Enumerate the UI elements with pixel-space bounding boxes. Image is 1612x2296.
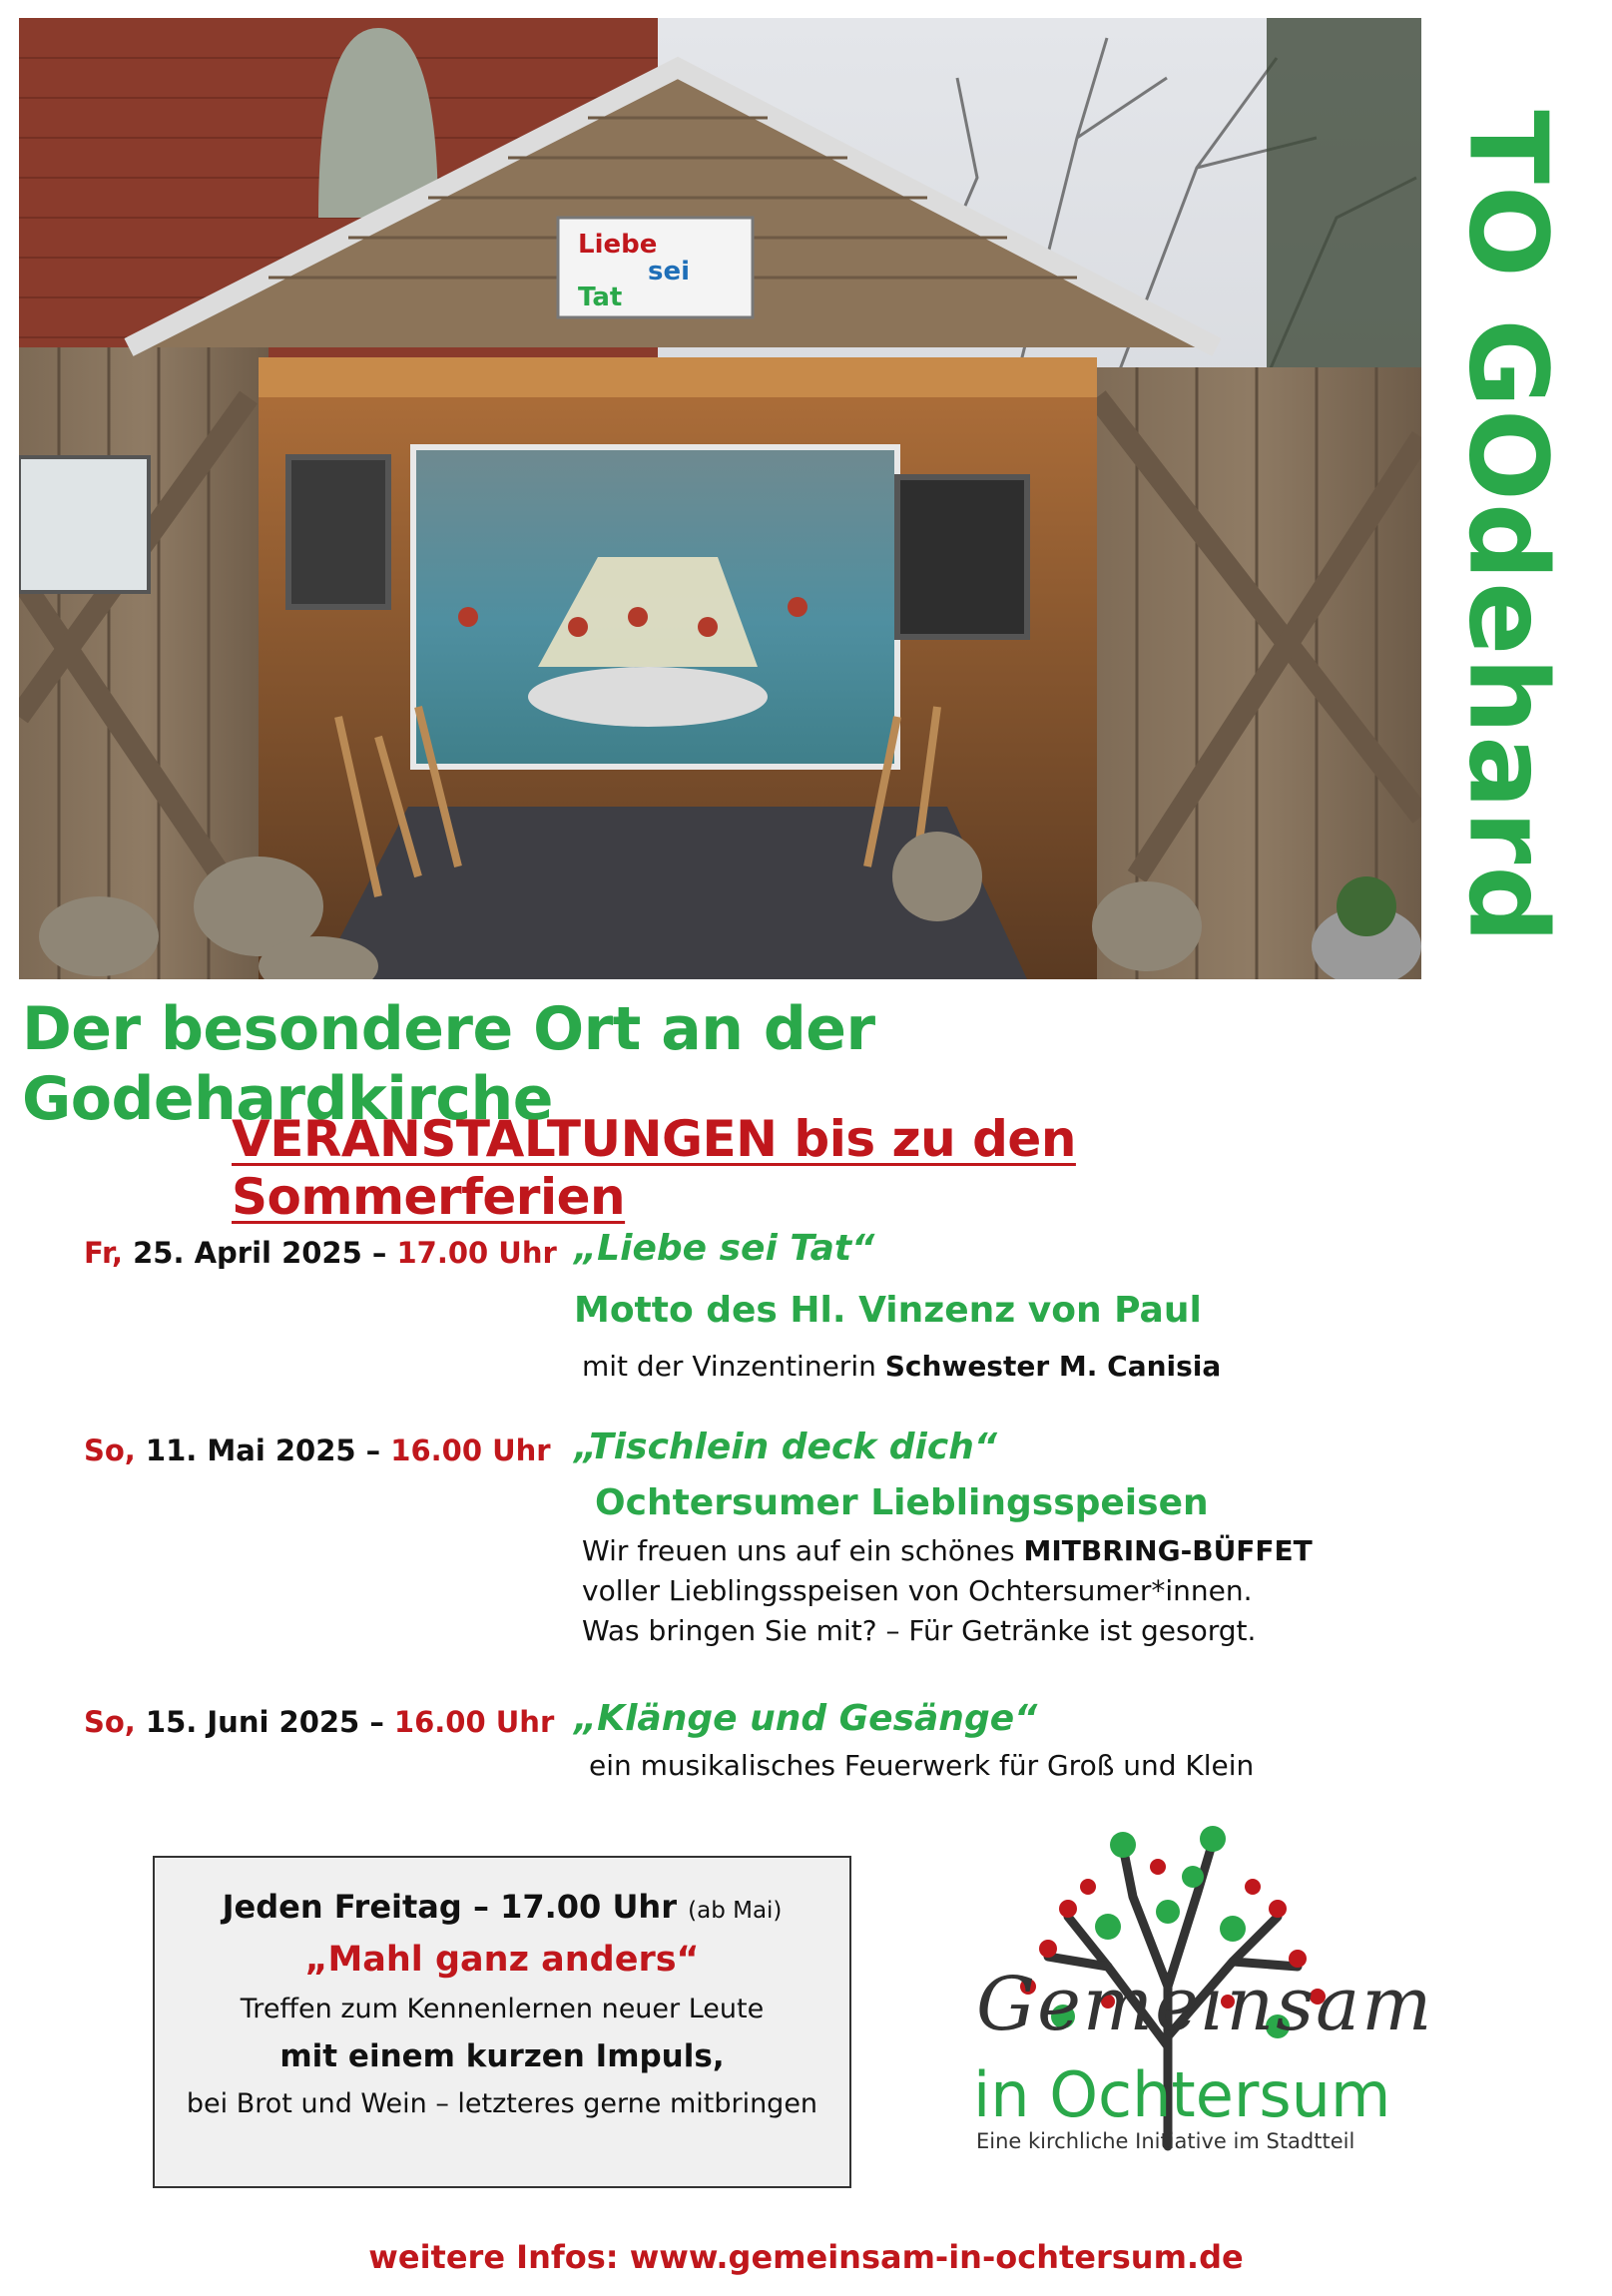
event-3-title: „Klänge und Gesänge“ [574,1698,1038,1739]
sign-word-3: Tat [578,283,623,312]
vertical-title: TO GOdehard [1444,109,1570,945]
sign-word-1: Liebe [578,230,658,260]
event-2-subtitle: Ochtersumer Lieblingsspeisen [595,1482,1209,1523]
hut-photo [19,18,1421,979]
footer-website: weitere Infos: www.gemeinsam-in-ochtersum.de [368,2238,1244,2276]
logo-word-ochtersum: in Ochtersum [973,2058,1391,2131]
event-3-description: ein musikalisches Feuerwerk für Groß und Klein [589,1749,1255,1782]
event-2-date: So, 11. Mai 2025 – 16.00 Uhr [84,1434,551,1467]
info-box-line-3: Treffen zum Kennenlernen neuer Leute [240,1994,765,2024]
logo-word-gemeinsam: Gemeinsam [976,1962,1434,2047]
event-2-description-line-2: voller Lieblingsspeisen von Ochtersumer*innen. [582,1574,1253,1607]
events-heading: VERANSTALTUNGEN bis zu den Sommerferien [232,1110,1076,1226]
info-box-line-4: mit einem kurzen Impuls, [279,2038,725,2074]
event-3-date: So, 15. Juni 2025 – 16.00 Uhr [84,1705,555,1739]
event-2-description-line-1: Wir freuen uns auf ein schönes MITBRING-BÜFFET [582,1534,1313,1567]
event-1-description: mit der Vinzentinerin Schwester M. Canisia [582,1350,1222,1383]
page-subtitle: Der besondere Ort an der Godehardkirche [22,994,875,1134]
info-box-title: „Mahl ganz anders“ [304,1940,700,1980]
event-2-title: „Tischlein deck dich“ [574,1427,998,1467]
weekly-info-box [153,1856,851,2188]
event-1-subtitle: Motto des Hl. Vinzenz von Paul [574,1290,1202,1331]
info-box-schedule: Jeden Freitag – 17.00 Uhr (ab Mai) [222,1888,783,1926]
info-box-line-5: bei Brot und Wein – letzteres gerne mitbringen [186,2088,818,2119]
sign-word-2: sei [648,257,691,287]
event-1-date: Fr, 25. April 2025 – 17.00 Uhr [84,1236,557,1270]
event-1-title: „Liebe sei Tat“ [574,1228,875,1269]
event-2-description-line-3: Was bringen Sie mit? – Für Getränke ist gesorgt. [582,1614,1257,1647]
logo-tagline: Eine kirchliche Initiative im Stadtteil [976,2129,1355,2153]
